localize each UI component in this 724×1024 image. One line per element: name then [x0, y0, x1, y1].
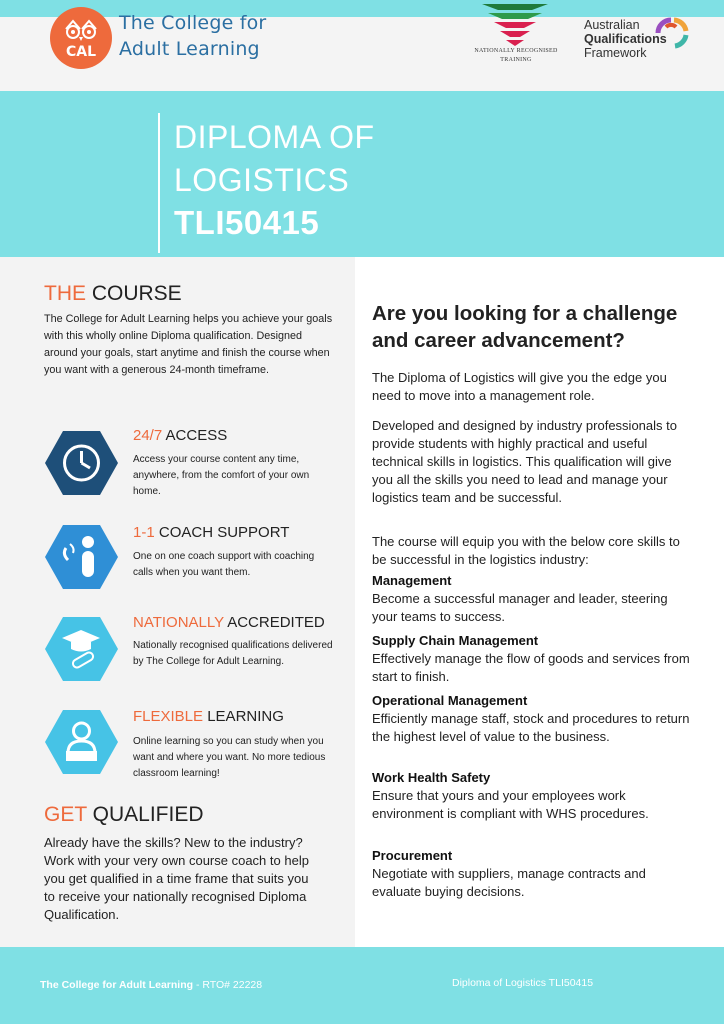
- skill-title-management: Management: [372, 573, 452, 588]
- aqf-swirl-logo: [648, 9, 694, 55]
- qualified-heading: [44, 802, 204, 828]
- skill-desc-supply-chain: Effectively manage the flow of goods and services from start to finish.: [372, 651, 690, 684]
- title-banner: [0, 91, 724, 257]
- feature-desc-coach: One on one coach support with coaching calls when you want them.: [133, 551, 315, 578]
- course-body: The College for Adult Learning helps you achieve your goals with this wholly online Diploma qualification. Designed around your goals, start anytime and finish the course when you want with a generous 24-month timeframe.: [44, 313, 333, 376]
- feature-rest: ACCESS: [162, 427, 228, 444]
- skill-title-procurement: Procurement: [372, 848, 453, 863]
- feature-desc-access: Access your course content any time, anywhere, from the comfort of your own home.: [133, 454, 310, 497]
- aqf-line-3: Framework: [584, 46, 647, 60]
- graduation-cap-icon: [44, 616, 119, 682]
- footer-college-name: The College for Adult Learning: [40, 979, 194, 991]
- right-para-1: The Diploma of Logistics will give you the edge you need to move into a management role.: [372, 370, 667, 403]
- feature-desc-flexible: Online learning so you can study when you want and where you want. No more tedious classroom learning!: [133, 736, 326, 779]
- clock-icon: [44, 430, 119, 496]
- course-title-line-2: LOGISTICS: [174, 162, 350, 198]
- feature-title-accredited: [133, 614, 325, 632]
- skill-desc-procurement: Negotiate with suppliers, manage contracts and evaluate buying decisions.: [372, 866, 646, 899]
- footer-rto: - RTO# 22228: [193, 979, 263, 991]
- feature-accent: 24/7: [133, 427, 163, 444]
- skill-title-supply-chain: Supply Chain Management: [372, 633, 539, 648]
- feature-accent: 1-1: [133, 524, 155, 541]
- skill-title-operational: Operational Management: [372, 693, 528, 708]
- course-heading: [44, 281, 182, 307]
- nrt-line-2: TRAINING: [500, 57, 532, 63]
- logo-monogram: CAL: [65, 44, 97, 60]
- footer-course-name: Diploma of Logistics TLI50415: [452, 977, 594, 989]
- course-title-line-1: DIPLOMA OF: [174, 119, 375, 155]
- feature-title-flexible: [133, 708, 284, 726]
- feature-accent: NATIONALLY: [133, 614, 224, 631]
- brand-line-2: Adult Learning: [119, 38, 260, 60]
- right-para-2: Developed and designed by industry professionals to provide students with highly practical and useful technical skills in logistics. This qualification will give you all the skills you need to lead and manage your logistics team and be successful.: [372, 418, 677, 505]
- skill-desc-management: Become a successful manager and leader, steering your teams to success.: [372, 591, 668, 624]
- feature-rest: ACCREDITED: [223, 614, 325, 631]
- feature-title-coach: [133, 524, 289, 542]
- feature-rest: COACH SUPPORT: [154, 524, 290, 541]
- right-heading: Are you looking for a challenge and career advancement?: [372, 302, 678, 352]
- nrt-caption: [466, 47, 566, 65]
- qualified-heading-rest: QUALIFIED: [86, 803, 204, 826]
- feature-title-access: [133, 427, 227, 445]
- qualified-heading-accent: GET: [44, 803, 87, 826]
- skill-desc-operational: Efficiently manage staff, stock and procedures to return the highest level of value to the business.: [372, 711, 690, 744]
- course-heading-rest: COURSE: [86, 282, 182, 305]
- nrt-line-1: NATIONALLY RECOGNISED: [474, 48, 558, 54]
- qualified-body: Already have the skills? New to the industry? Work with your very own course coach to help you get qualified in a time frame that suits you to receive your nationally recognised Diploma Qualification.: [44, 835, 309, 922]
- aqf-line-2: Qualifications: [584, 32, 667, 46]
- feature-desc-accredited: Nationally recognised qualifications delivered by The College for Adult Learning.: [133, 640, 333, 667]
- feature-rest: LEARNING: [203, 708, 284, 725]
- brand-line-1: The College for: [119, 12, 267, 34]
- footer-college: [40, 979, 262, 991]
- aqf-line-1: Australian: [584, 18, 640, 32]
- right-para-3: The course will equip you with the below core skills to be successful in the logistics industry:: [372, 534, 680, 567]
- cal-owl-logo: [50, 7, 112, 69]
- feature-accent: FLEXIBLE: [133, 708, 204, 725]
- course-code: TLI50415: [174, 204, 320, 241]
- coach-phone-icon: [44, 524, 119, 590]
- brand-name: [119, 10, 266, 62]
- banner-divider: [158, 113, 160, 253]
- laptop-student-icon: [44, 709, 119, 775]
- skill-title-whs: Work Health Safety: [372, 770, 491, 785]
- skill-desc-whs: Ensure that yours and your employees work environment is compliant with WHS procedures.: [372, 788, 649, 821]
- course-heading-accent: THE: [44, 282, 86, 305]
